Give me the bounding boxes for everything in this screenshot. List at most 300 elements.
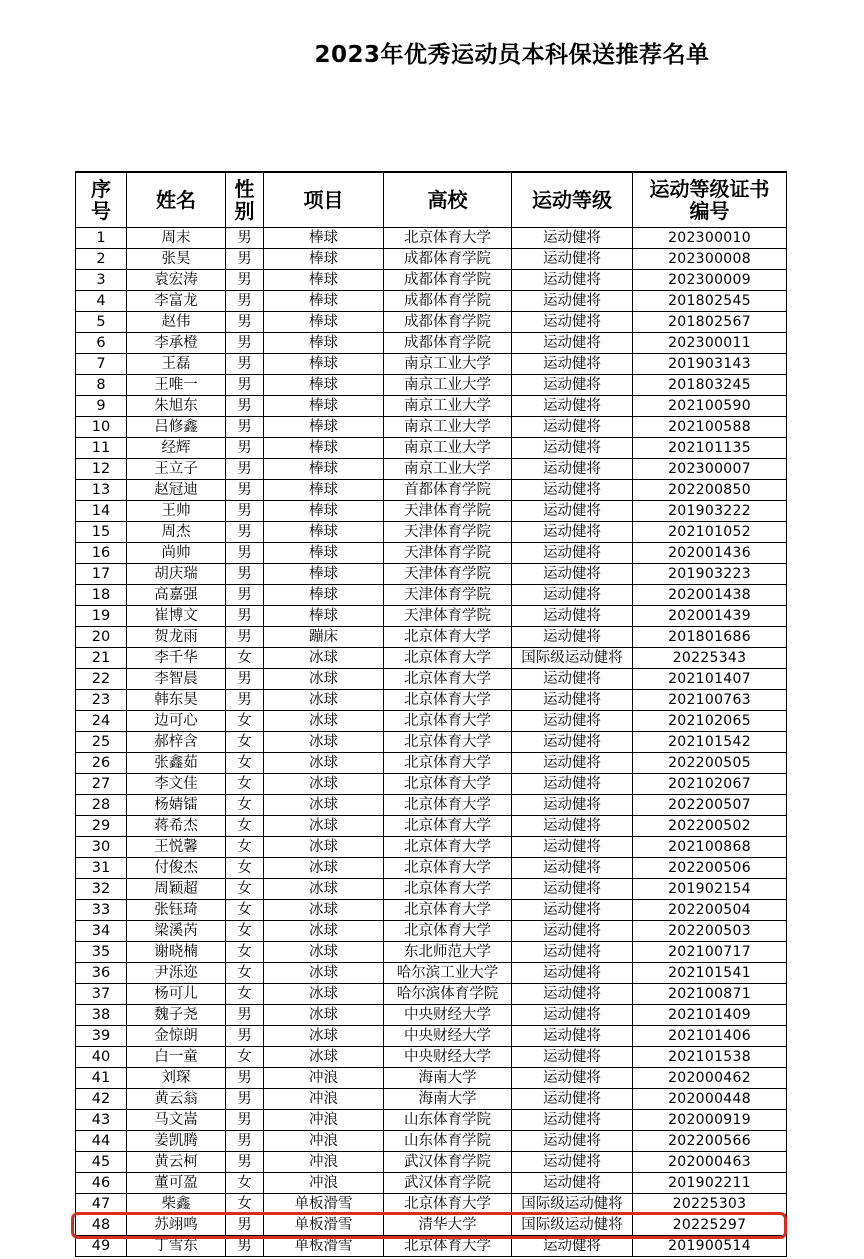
cell-sport: 冲浪 xyxy=(264,1173,384,1194)
cell-sport: 棒球 xyxy=(264,270,384,291)
cell-cert: 202200502 xyxy=(633,816,787,837)
cell-level: 运动健将 xyxy=(512,774,633,795)
table-row xyxy=(76,354,787,375)
cell-gender: 女 xyxy=(226,837,264,858)
cell-cert: 202200506 xyxy=(633,858,787,879)
cell-cert: 201802545 xyxy=(633,291,787,312)
table-row xyxy=(76,1110,787,1131)
cell-gender: 男 xyxy=(226,585,264,606)
cell-school: 成都体育学院 xyxy=(384,333,512,354)
cell-name: 边可心 xyxy=(127,711,226,732)
cell-cert: 202000463 xyxy=(633,1152,787,1173)
cell-sport: 棒球 xyxy=(264,564,384,585)
cell-sport: 冰球 xyxy=(264,690,384,711)
cell-name: 周颖超 xyxy=(127,879,226,900)
table-row xyxy=(76,963,787,984)
cell-cert: 202100871 xyxy=(633,984,787,1005)
cell-sport: 冰球 xyxy=(264,711,384,732)
cell-seq: 41 xyxy=(76,1068,127,1089)
cell-school: 南京工业大学 xyxy=(384,417,512,438)
table-row xyxy=(76,732,787,753)
cell-gender: 女 xyxy=(226,900,264,921)
cell-school: 天津体育学院 xyxy=(384,585,512,606)
header-sport: 项目 xyxy=(264,172,384,228)
cell-name: 刘琛 xyxy=(127,1068,226,1089)
header-school: 高校 xyxy=(384,172,512,228)
cell-level: 运动健将 xyxy=(512,627,633,648)
cell-gender: 男 xyxy=(226,1089,264,1110)
cell-cert: 202000462 xyxy=(633,1068,787,1089)
cell-seq: 46 xyxy=(76,1173,127,1194)
cell-gender: 男 xyxy=(226,669,264,690)
cell-gender: 女 xyxy=(226,732,264,753)
cell-gender: 女 xyxy=(226,795,264,816)
cell-gender: 男 xyxy=(226,522,264,543)
table-row xyxy=(76,669,787,690)
cell-school: 南京工业大学 xyxy=(384,354,512,375)
cell-sport: 冰球 xyxy=(264,1005,384,1026)
cell-level: 运动健将 xyxy=(512,564,633,585)
table-row xyxy=(76,648,787,669)
header-name: 姓名 xyxy=(127,172,226,228)
cell-cert: 202101052 xyxy=(633,522,787,543)
cell-name: 杨婧镭 xyxy=(127,795,226,816)
cell-gender: 男 xyxy=(226,606,264,627)
cell-name: 郝梓含 xyxy=(127,732,226,753)
cell-seq: 8 xyxy=(76,375,127,396)
table-row xyxy=(76,459,787,480)
cell-sport: 冰球 xyxy=(264,1026,384,1047)
cell-name: 张钰琦 xyxy=(127,900,226,921)
table-row xyxy=(76,417,787,438)
cell-school: 成都体育学院 xyxy=(384,291,512,312)
table-row xyxy=(76,711,787,732)
cell-school: 哈尔滨工业大学 xyxy=(384,963,512,984)
cell-gender: 男 xyxy=(226,564,264,585)
cell-school: 北京体育大学 xyxy=(384,669,512,690)
cell-school: 山东体育学院 xyxy=(384,1110,512,1131)
cell-school: 中央财经大学 xyxy=(384,1005,512,1026)
cell-name: 李承橙 xyxy=(127,333,226,354)
cell-gender: 男 xyxy=(226,1131,264,1152)
cell-seq: 34 xyxy=(76,921,127,942)
cell-level: 运动健将 xyxy=(512,606,633,627)
cell-school: 海南大学 xyxy=(384,1068,512,1089)
cell-seq: 22 xyxy=(76,669,127,690)
cell-school: 北京体育大学 xyxy=(384,711,512,732)
cell-gender: 男 xyxy=(226,1215,264,1236)
roster-table xyxy=(75,171,787,1257)
cell-gender: 男 xyxy=(226,480,264,501)
cell-level: 运动健将 xyxy=(512,900,633,921)
table-row xyxy=(76,585,787,606)
cell-name: 杨可儿 xyxy=(127,984,226,1005)
cell-seq: 15 xyxy=(76,522,127,543)
cell-name: 贺龙雨 xyxy=(127,627,226,648)
table-row xyxy=(76,291,787,312)
cell-level: 运动健将 xyxy=(512,837,633,858)
cell-level: 运动健将 xyxy=(512,690,633,711)
cell-gender: 女 xyxy=(226,774,264,795)
cell-seq: 36 xyxy=(76,963,127,984)
cell-cert: 202100717 xyxy=(633,942,787,963)
cell-sport: 棒球 xyxy=(264,438,384,459)
cell-seq: 21 xyxy=(76,648,127,669)
cell-cert: 202101542 xyxy=(633,732,787,753)
cell-gender: 女 xyxy=(226,1047,264,1068)
cell-sport: 冰球 xyxy=(264,837,384,858)
cell-gender: 男 xyxy=(226,333,264,354)
table-row xyxy=(76,1068,787,1089)
cell-name: 苏翊鸣 xyxy=(127,1215,226,1236)
cell-name: 张昊 xyxy=(127,249,226,270)
cell-level: 运动健将 xyxy=(512,585,633,606)
cell-level: 运动健将 xyxy=(512,1026,633,1047)
cell-school: 北京体育大学 xyxy=(384,795,512,816)
cell-school: 北京体育大学 xyxy=(384,753,512,774)
table-row xyxy=(76,774,787,795)
cell-gender: 男 xyxy=(226,291,264,312)
cell-sport: 冰球 xyxy=(264,879,384,900)
cell-seq: 11 xyxy=(76,438,127,459)
cell-level: 运动健将 xyxy=(512,921,633,942)
table-row xyxy=(76,1194,787,1215)
table-row xyxy=(76,249,787,270)
cell-name: 经辉 xyxy=(127,438,226,459)
cell-gender: 男 xyxy=(226,249,264,270)
cell-level: 运动健将 xyxy=(512,417,633,438)
cell-school: 海南大学 xyxy=(384,1089,512,1110)
cell-school: 武汉体育学院 xyxy=(384,1173,512,1194)
cell-school: 北京体育大学 xyxy=(384,1194,512,1215)
cell-seq: 27 xyxy=(76,774,127,795)
cell-sport: 单板滑雪 xyxy=(264,1215,384,1236)
table-row xyxy=(76,1152,787,1173)
cell-cert: 202100763 xyxy=(633,690,787,711)
cell-cert: 202100590 xyxy=(633,396,787,417)
cell-name: 柴鑫 xyxy=(127,1194,226,1215)
cell-school: 天津体育学院 xyxy=(384,522,512,543)
cell-cert: 202300009 xyxy=(633,270,787,291)
cell-school: 北京体育大学 xyxy=(384,690,512,711)
cell-name: 李富龙 xyxy=(127,291,226,312)
cell-school: 北京体育大学 xyxy=(384,774,512,795)
cell-seq: 25 xyxy=(76,732,127,753)
cell-gender: 男 xyxy=(226,501,264,522)
cell-name: 胡庆瑞 xyxy=(127,564,226,585)
cell-school: 成都体育学院 xyxy=(384,312,512,333)
cell-cert: 202200503 xyxy=(633,921,787,942)
cell-level: 运动健将 xyxy=(512,1047,633,1068)
cell-gender: 女 xyxy=(226,858,264,879)
cell-sport: 冰球 xyxy=(264,753,384,774)
cell-school: 南京工业大学 xyxy=(384,459,512,480)
cell-level: 运动健将 xyxy=(512,795,633,816)
cell-name: 丁雪东 xyxy=(127,1236,226,1257)
cell-name: 王帅 xyxy=(127,501,226,522)
cell-cert: 202100868 xyxy=(633,837,787,858)
cell-gender: 女 xyxy=(226,921,264,942)
cell-cert: 202101135 xyxy=(633,438,787,459)
cell-school: 北京体育大学 xyxy=(384,879,512,900)
cell-name: 赵冠迪 xyxy=(127,480,226,501)
cell-level: 运动健将 xyxy=(512,1173,633,1194)
cell-gender: 男 xyxy=(226,1068,264,1089)
cell-gender: 男 xyxy=(226,228,264,249)
cell-level: 运动健将 xyxy=(512,1089,633,1110)
cell-name: 赵伟 xyxy=(127,312,226,333)
cell-cert: 202200566 xyxy=(633,1131,787,1152)
cell-gender: 女 xyxy=(226,942,264,963)
cell-school: 天津体育学院 xyxy=(384,606,512,627)
cell-sport: 棒球 xyxy=(264,228,384,249)
cell-gender: 女 xyxy=(226,648,264,669)
cell-seq: 28 xyxy=(76,795,127,816)
header-cert: 运动等级证书 编号 xyxy=(633,172,787,228)
cell-cert: 202101406 xyxy=(633,1026,787,1047)
cell-gender: 男 xyxy=(226,312,264,333)
cell-sport: 冰球 xyxy=(264,795,384,816)
cell-school: 南京工业大学 xyxy=(384,438,512,459)
cell-level: 运动健将 xyxy=(512,1131,633,1152)
table-row xyxy=(76,627,787,648)
cell-school: 首都体育学院 xyxy=(384,480,512,501)
cell-seq: 49 xyxy=(76,1236,127,1257)
cell-name: 李智晨 xyxy=(127,669,226,690)
cell-gender: 女 xyxy=(226,711,264,732)
cell-level: 运动健将 xyxy=(512,522,633,543)
cell-gender: 女 xyxy=(226,963,264,984)
cell-cert: 202200507 xyxy=(633,795,787,816)
cell-seq: 48 xyxy=(76,1215,127,1236)
cell-name: 马文嵩 xyxy=(127,1110,226,1131)
cell-cert: 202101407 xyxy=(633,669,787,690)
cell-school: 北京体育大学 xyxy=(384,732,512,753)
cell-level: 运动健将 xyxy=(512,858,633,879)
cell-name: 李文佳 xyxy=(127,774,226,795)
table-row xyxy=(76,396,787,417)
cell-seq: 35 xyxy=(76,942,127,963)
cell-gender: 男 xyxy=(226,1236,264,1257)
cell-sport: 棒球 xyxy=(264,249,384,270)
cell-cert: 202000919 xyxy=(633,1110,787,1131)
cell-cert: 202200505 xyxy=(633,753,787,774)
cell-name: 张鑫茹 xyxy=(127,753,226,774)
cell-name: 蒋希杰 xyxy=(127,816,226,837)
cell-school: 北京体育大学 xyxy=(384,921,512,942)
cell-seq: 7 xyxy=(76,354,127,375)
cell-level: 国际级运动健将 xyxy=(512,1194,633,1215)
cell-cert: 202102065 xyxy=(633,711,787,732)
cell-name: 王悦馨 xyxy=(127,837,226,858)
cell-gender: 女 xyxy=(226,816,264,837)
cell-gender: 女 xyxy=(226,1173,264,1194)
cell-name: 尚帅 xyxy=(127,543,226,564)
cell-gender: 男 xyxy=(226,690,264,711)
cell-seq: 12 xyxy=(76,459,127,480)
cell-school: 北京体育大学 xyxy=(384,627,512,648)
cell-school: 清华大学 xyxy=(384,1215,512,1236)
cell-gender: 男 xyxy=(226,1152,264,1173)
cell-cert: 20225297 xyxy=(633,1215,787,1236)
cell-name: 黄云柯 xyxy=(127,1152,226,1173)
cell-school: 北京体育大学 xyxy=(384,1236,512,1257)
cell-cert: 202300008 xyxy=(633,249,787,270)
cell-sport: 冰球 xyxy=(264,942,384,963)
cell-seq: 13 xyxy=(76,480,127,501)
cell-name: 周杰 xyxy=(127,522,226,543)
table-row xyxy=(76,1005,787,1026)
cell-school: 中央财经大学 xyxy=(384,1047,512,1068)
table-row xyxy=(76,312,787,333)
table-row xyxy=(76,837,787,858)
cell-name: 王立子 xyxy=(127,459,226,480)
cell-seq: 33 xyxy=(76,900,127,921)
cell-level: 运动健将 xyxy=(512,963,633,984)
cell-seq: 45 xyxy=(76,1152,127,1173)
cell-seq: 29 xyxy=(76,816,127,837)
cell-school: 天津体育学院 xyxy=(384,564,512,585)
cell-name: 崔博文 xyxy=(127,606,226,627)
table-row xyxy=(76,333,787,354)
cell-name: 吕修鑫 xyxy=(127,417,226,438)
cell-seq: 47 xyxy=(76,1194,127,1215)
cell-level: 运动健将 xyxy=(512,711,633,732)
table-row xyxy=(76,228,787,249)
table-row xyxy=(76,921,787,942)
cell-cert: 201903222 xyxy=(633,501,787,522)
cell-name: 李千华 xyxy=(127,648,226,669)
cell-sport: 棒球 xyxy=(264,354,384,375)
cell-school: 北京体育大学 xyxy=(384,228,512,249)
cell-sport: 棒球 xyxy=(264,606,384,627)
cell-sport: 冰球 xyxy=(264,984,384,1005)
cell-cert: 202101538 xyxy=(633,1047,787,1068)
table-row xyxy=(76,690,787,711)
cell-name: 王唯一 xyxy=(127,375,226,396)
cell-seq: 14 xyxy=(76,501,127,522)
cell-cert: 202300007 xyxy=(633,459,787,480)
table-row xyxy=(76,564,787,585)
cell-cert: 201902154 xyxy=(633,879,787,900)
table-row xyxy=(76,270,787,291)
cell-sport: 冰球 xyxy=(264,858,384,879)
cell-level: 运动健将 xyxy=(512,1068,633,1089)
table-row xyxy=(76,858,787,879)
table-row xyxy=(76,1173,787,1194)
cell-seq: 16 xyxy=(76,543,127,564)
cell-name: 付俊杰 xyxy=(127,858,226,879)
table-row xyxy=(76,984,787,1005)
table-row xyxy=(76,900,787,921)
cell-level: 运动健将 xyxy=(512,732,633,753)
cell-level: 运动健将 xyxy=(512,1110,633,1131)
cell-cert: 201802567 xyxy=(633,312,787,333)
cell-level: 国际级运动健将 xyxy=(512,648,633,669)
cell-level: 运动健将 xyxy=(512,333,633,354)
cell-seq: 19 xyxy=(76,606,127,627)
cell-school: 北京体育大学 xyxy=(384,837,512,858)
cell-name: 袁宏涛 xyxy=(127,270,226,291)
cell-sport: 蹦床 xyxy=(264,627,384,648)
cell-level: 运动健将 xyxy=(512,942,633,963)
cell-seq: 4 xyxy=(76,291,127,312)
cell-seq: 44 xyxy=(76,1131,127,1152)
cell-sport: 棒球 xyxy=(264,459,384,480)
cell-sport: 棒球 xyxy=(264,480,384,501)
cell-name: 韩东昊 xyxy=(127,690,226,711)
cell-seq: 6 xyxy=(76,333,127,354)
cell-cert: 201801686 xyxy=(633,627,787,648)
cell-sport: 冲浪 xyxy=(264,1110,384,1131)
cell-level: 运动健将 xyxy=(512,270,633,291)
cell-school: 南京工业大学 xyxy=(384,396,512,417)
cell-level: 运动健将 xyxy=(512,396,633,417)
cell-name: 黄云翁 xyxy=(127,1089,226,1110)
cell-sport: 棒球 xyxy=(264,312,384,333)
cell-sport: 冰球 xyxy=(264,648,384,669)
cell-school: 北京体育大学 xyxy=(384,816,512,837)
cell-level: 运动健将 xyxy=(512,1152,633,1173)
cell-gender: 女 xyxy=(226,1194,264,1215)
cell-cert: 202200504 xyxy=(633,900,787,921)
cell-sport: 棒球 xyxy=(264,375,384,396)
cell-cert: 20225343 xyxy=(633,648,787,669)
cell-level: 国际级运动健将 xyxy=(512,1215,633,1236)
cell-cert: 202300010 xyxy=(633,228,787,249)
cell-name: 王磊 xyxy=(127,354,226,375)
cell-level: 运动健将 xyxy=(512,480,633,501)
cell-sport: 单板滑雪 xyxy=(264,1194,384,1215)
cell-school: 北京体育大学 xyxy=(384,648,512,669)
cell-seq: 30 xyxy=(76,837,127,858)
cell-seq: 1 xyxy=(76,228,127,249)
cell-cert: 202101409 xyxy=(633,1005,787,1026)
cell-seq: 10 xyxy=(76,417,127,438)
cell-seq: 37 xyxy=(76,984,127,1005)
table-row xyxy=(76,522,787,543)
cell-seq: 20 xyxy=(76,627,127,648)
cell-cert: 202001438 xyxy=(633,585,787,606)
cell-gender: 女 xyxy=(226,753,264,774)
cell-school: 山东体育学院 xyxy=(384,1131,512,1152)
cell-seq: 40 xyxy=(76,1047,127,1068)
cell-seq: 18 xyxy=(76,585,127,606)
table-row xyxy=(76,480,787,501)
table-row xyxy=(76,501,787,522)
cell-gender: 男 xyxy=(226,396,264,417)
cell-cert: 201803245 xyxy=(633,375,787,396)
cell-cert: 201903223 xyxy=(633,564,787,585)
cell-seq: 31 xyxy=(76,858,127,879)
cell-school: 北京体育大学 xyxy=(384,858,512,879)
cell-level: 运动健将 xyxy=(512,669,633,690)
cell-name: 谢晓楠 xyxy=(127,942,226,963)
cell-gender: 男 xyxy=(226,438,264,459)
cell-name: 梁溪芮 xyxy=(127,921,226,942)
cell-name: 魏子尧 xyxy=(127,1005,226,1026)
cell-level: 运动健将 xyxy=(512,543,633,564)
cell-level: 运动健将 xyxy=(512,438,633,459)
cell-cert: 202000448 xyxy=(633,1089,787,1110)
header-gender: 性 别 xyxy=(226,172,264,228)
cell-cert: 202001439 xyxy=(633,606,787,627)
cell-school: 天津体育学院 xyxy=(384,543,512,564)
cell-school: 中央财经大学 xyxy=(384,1026,512,1047)
table-row xyxy=(76,1131,787,1152)
document-title: 2023年优秀运动员本科保送推荐名单 xyxy=(314,42,710,68)
cell-sport: 冰球 xyxy=(264,921,384,942)
